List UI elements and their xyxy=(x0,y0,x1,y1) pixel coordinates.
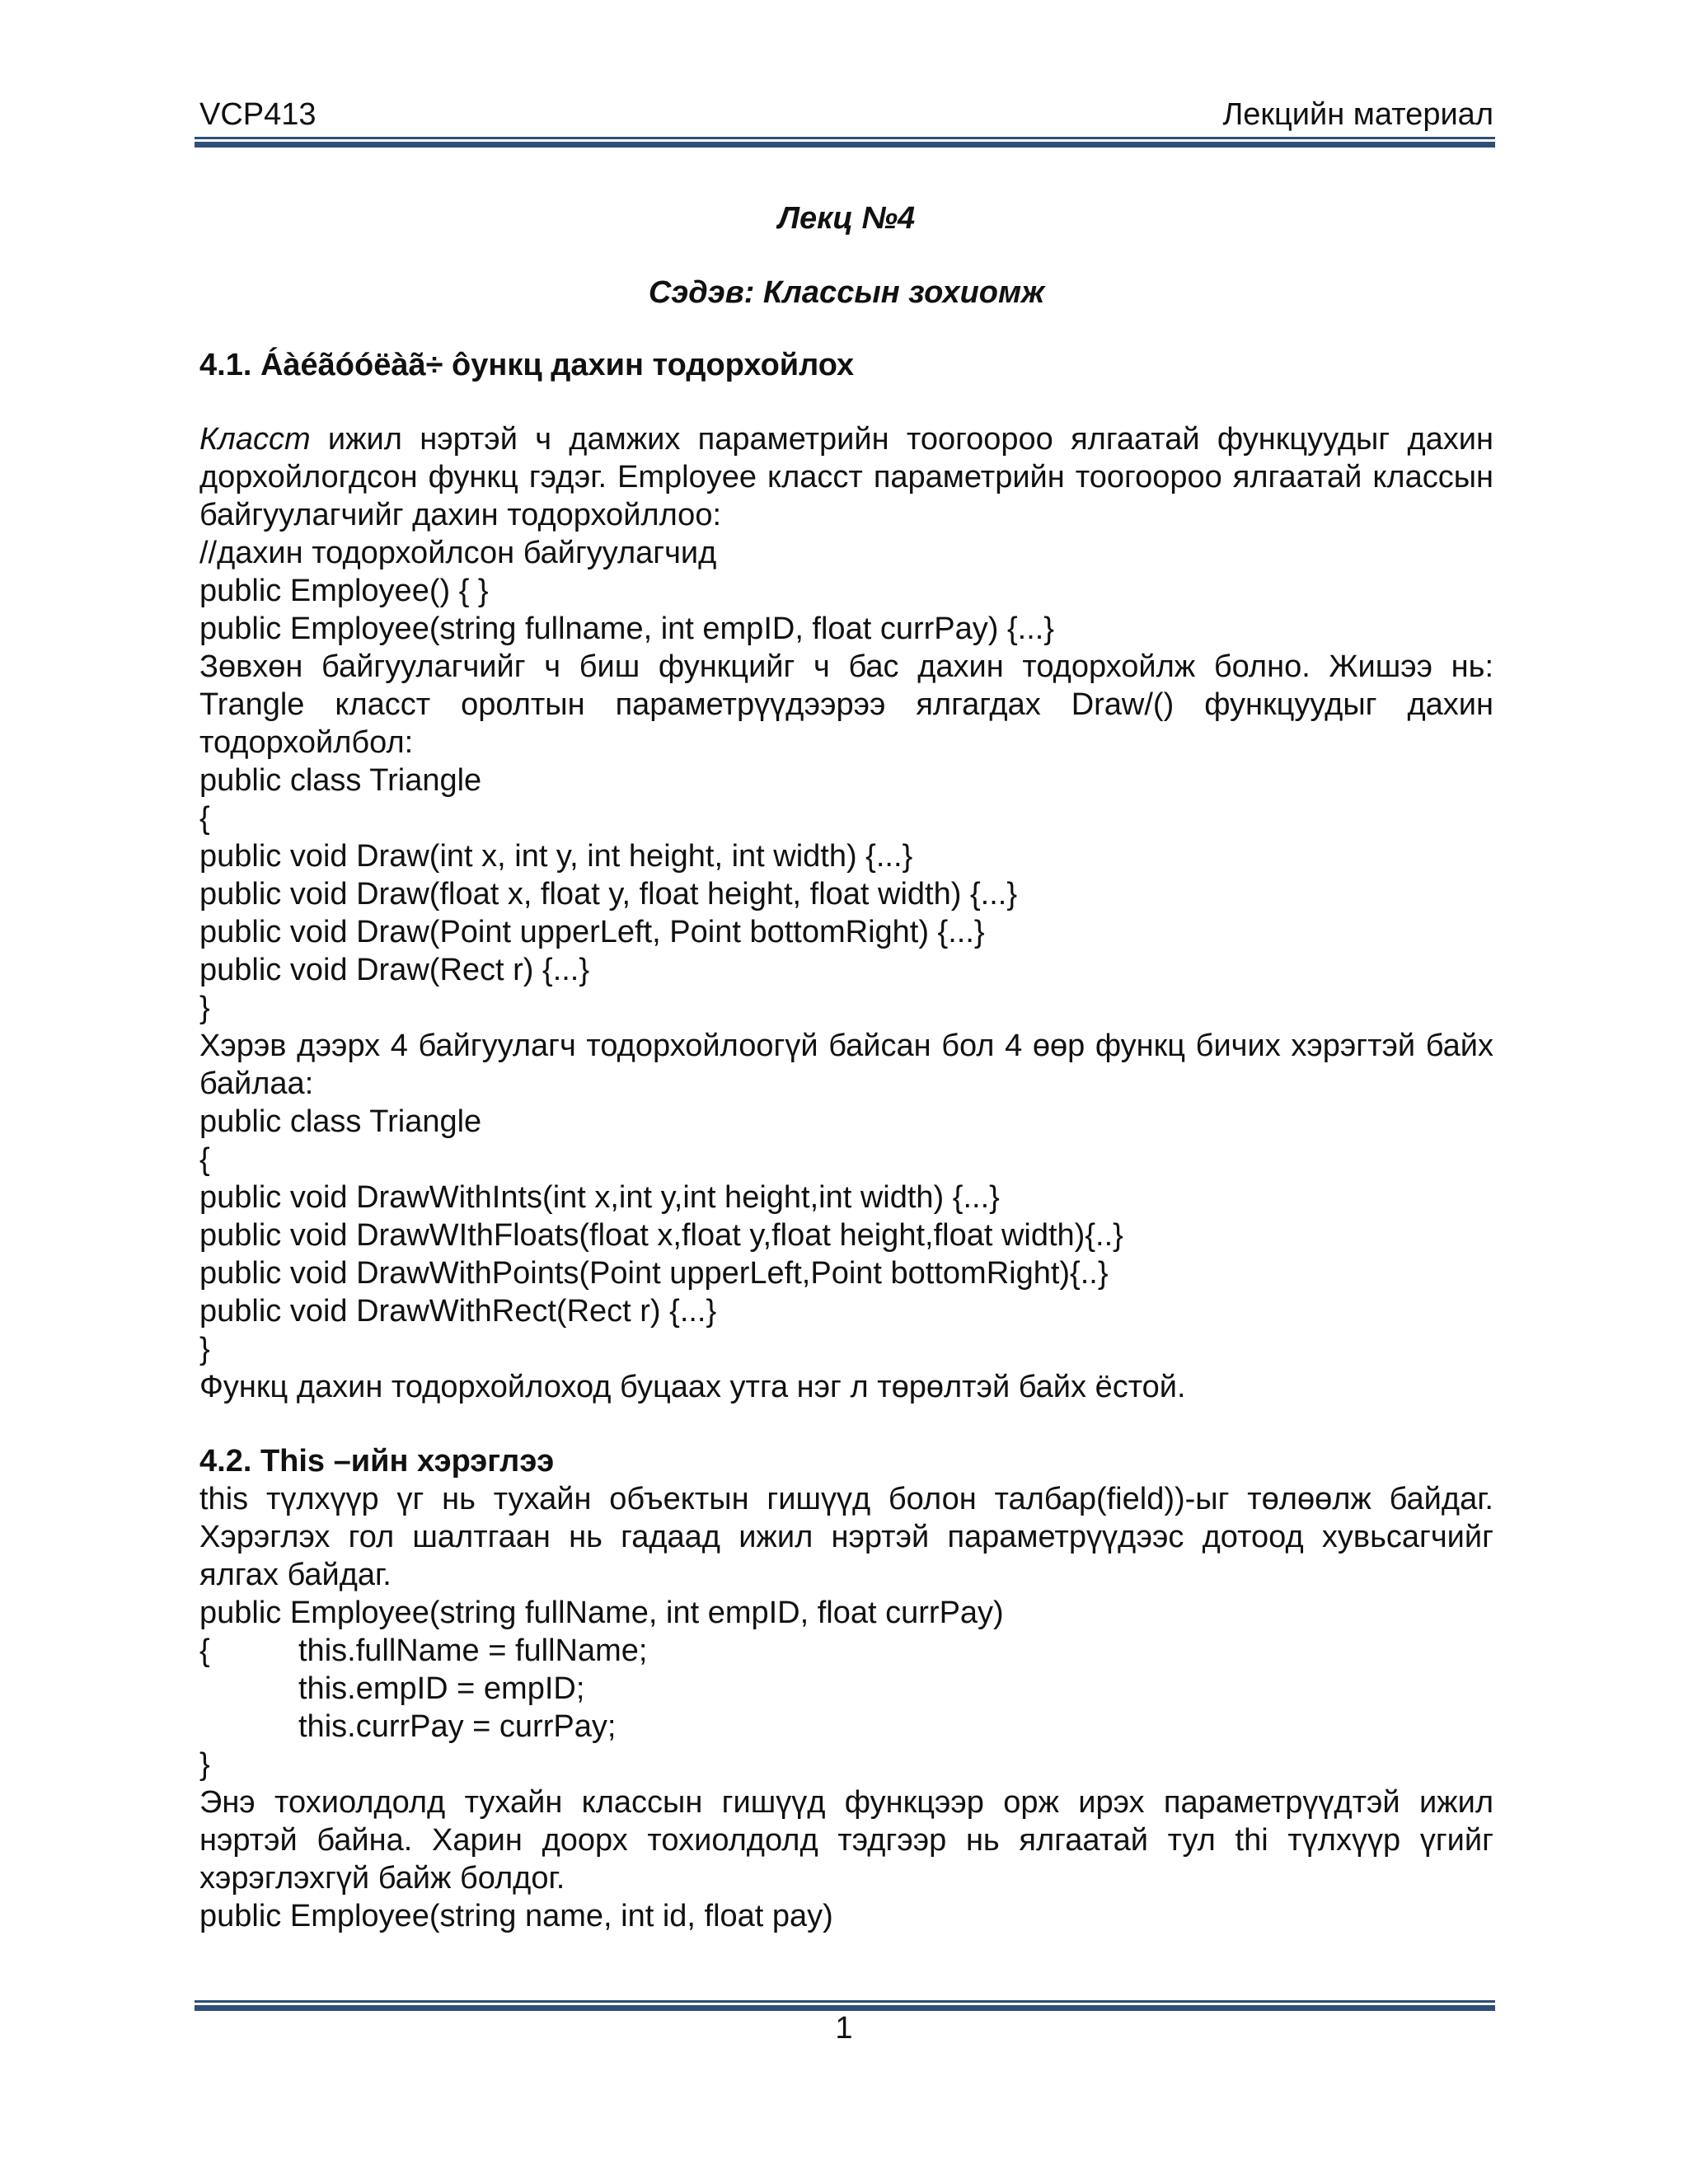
section1-paragraph-3: Хэрэв дээрх 4 байгуулагч тодорхойлоогүй байсан бол 4 өөр функц бичих хэрэгтэй байх байлаа: xyxy=(199,1029,1493,1101)
code-line: public Employee(string fullname, int empID, float currPay) {...} xyxy=(199,612,1055,646)
code-line-body: this.fullName = fullName; xyxy=(298,1633,648,1668)
code-line: //дахин тодорхойлсон байгуулагчид xyxy=(199,536,717,570)
code-line: public void DrawWIthFloats(float x,float y,float height,float width){..} xyxy=(199,1218,1123,1253)
section-heading-4-1: 4.1. Áàéãóóëàã÷ ôункц дахин тодорхойлох xyxy=(199,348,855,382)
code-line: public Employee(string fullName, int empID, float currPay) xyxy=(199,1596,1004,1630)
code-line: { xyxy=(199,1142,210,1177)
code-line: public void DrawWithPoints(Point upperLeft,Point bottomRight){..} xyxy=(199,1256,1109,1291)
code-open-brace: { xyxy=(199,1633,210,1668)
code-line: this.currPay = currPay; xyxy=(298,1709,617,1744)
code-line: } xyxy=(199,1332,210,1366)
code-block-constructors xyxy=(199,534,1493,648)
lecture-topic: Сэдэв: Классын зохиомж xyxy=(648,275,1045,310)
code-line: { xyxy=(199,801,210,836)
code-line: this.empID = empID; xyxy=(298,1671,585,1706)
course-code: VCP413 xyxy=(199,97,316,132)
lecture-title: Лекц №4 xyxy=(777,201,916,236)
code-line: public class Triangle xyxy=(199,763,482,798)
section1-paragraph-4: Функц дахин тодорхойлоход буцаах утга нэг л төрөлтэй байх ёстой. xyxy=(199,1370,1186,1404)
code-block-draw-overloads xyxy=(199,762,1493,1027)
section-heading-4-2: 4.2. This –ийн хэрэглээ xyxy=(199,1444,555,1479)
code-line: public void Draw(Rect r) {...} xyxy=(199,953,590,987)
code-block-this-usage xyxy=(199,1594,1493,1783)
header-divider xyxy=(195,137,1495,148)
intro-text: ижил нэртэй ч дамжих параметрийн тоогоороо ялгаатай функцуудыг дахин дорхойлогдсон функц гэдэг. Employee класст параметрийн тоогоороо ялгаатай классын байгуулагчийг дахин тодорхойллоо: xyxy=(199,422,1493,532)
code-line: public void DrawWithRect(Rect r) {...} xyxy=(199,1294,717,1329)
code-line: public void Draw(float x, float y, float height, float width) {...} xyxy=(199,877,1018,912)
page-content xyxy=(199,190,1493,1935)
page-number: 1 xyxy=(835,2011,853,2046)
page-header xyxy=(199,97,1493,138)
section2-paragraph-1: this түлхүүр үг нь тухайн объектын гишүүд болон талбар(field))-ыг төлөөлж байдаг. Хэрэглэх гол шалтгаан нь гадаад ижил нэртэй параметрүүдээс дотоод хувьсагчийг ялгах байдаг. xyxy=(199,1482,1493,1592)
code-line: public void Draw(int x, int y, int height, int width) {...} xyxy=(199,839,913,874)
code-line: public Employee() { } xyxy=(199,574,489,608)
code-line: public void Draw(Point upperLeft, Point bottomRight) {...} xyxy=(199,915,985,949)
code-line-last: public Employee(string name, int id, float pay) xyxy=(199,1899,833,1933)
header-doc-type: Лекцийн материал xyxy=(1222,97,1493,132)
code-line xyxy=(199,1632,1493,1670)
section2-paragraph-2: Энэ тохиолдолд тухайн классын гишүүд функцээр орж ирэх параметрүүдтэй ижил нэртэй байна. Харин доорх тохиолдолд тэдгээр нь ялгаатай тул thi түлхүүр үгийг хэрэглэхгүй байж болдог. xyxy=(199,1785,1493,1896)
code-line: public void DrawWithInts(int x,int y,int height,int width) {...} xyxy=(199,1180,1000,1215)
intro-italic-word: Класст xyxy=(199,422,311,457)
code-block-draw-named xyxy=(199,1103,1493,1368)
code-line: public class Triangle xyxy=(199,1104,482,1139)
code-line: } xyxy=(199,1747,210,1782)
section1-intro-paragraph xyxy=(199,420,1493,534)
code-line: } xyxy=(199,991,210,1025)
section1-paragraph-2: Зөвхөн байгуулагчийг ч биш функцийг ч бас дахин тодорхойлж болно. Жишээ нь: Trangle класст оролтын параметрүүдээрээ ялгагдах Draw/() функцуудыг дахин тодорхойлбол: xyxy=(199,649,1493,760)
footer-divider xyxy=(195,2000,1495,2011)
